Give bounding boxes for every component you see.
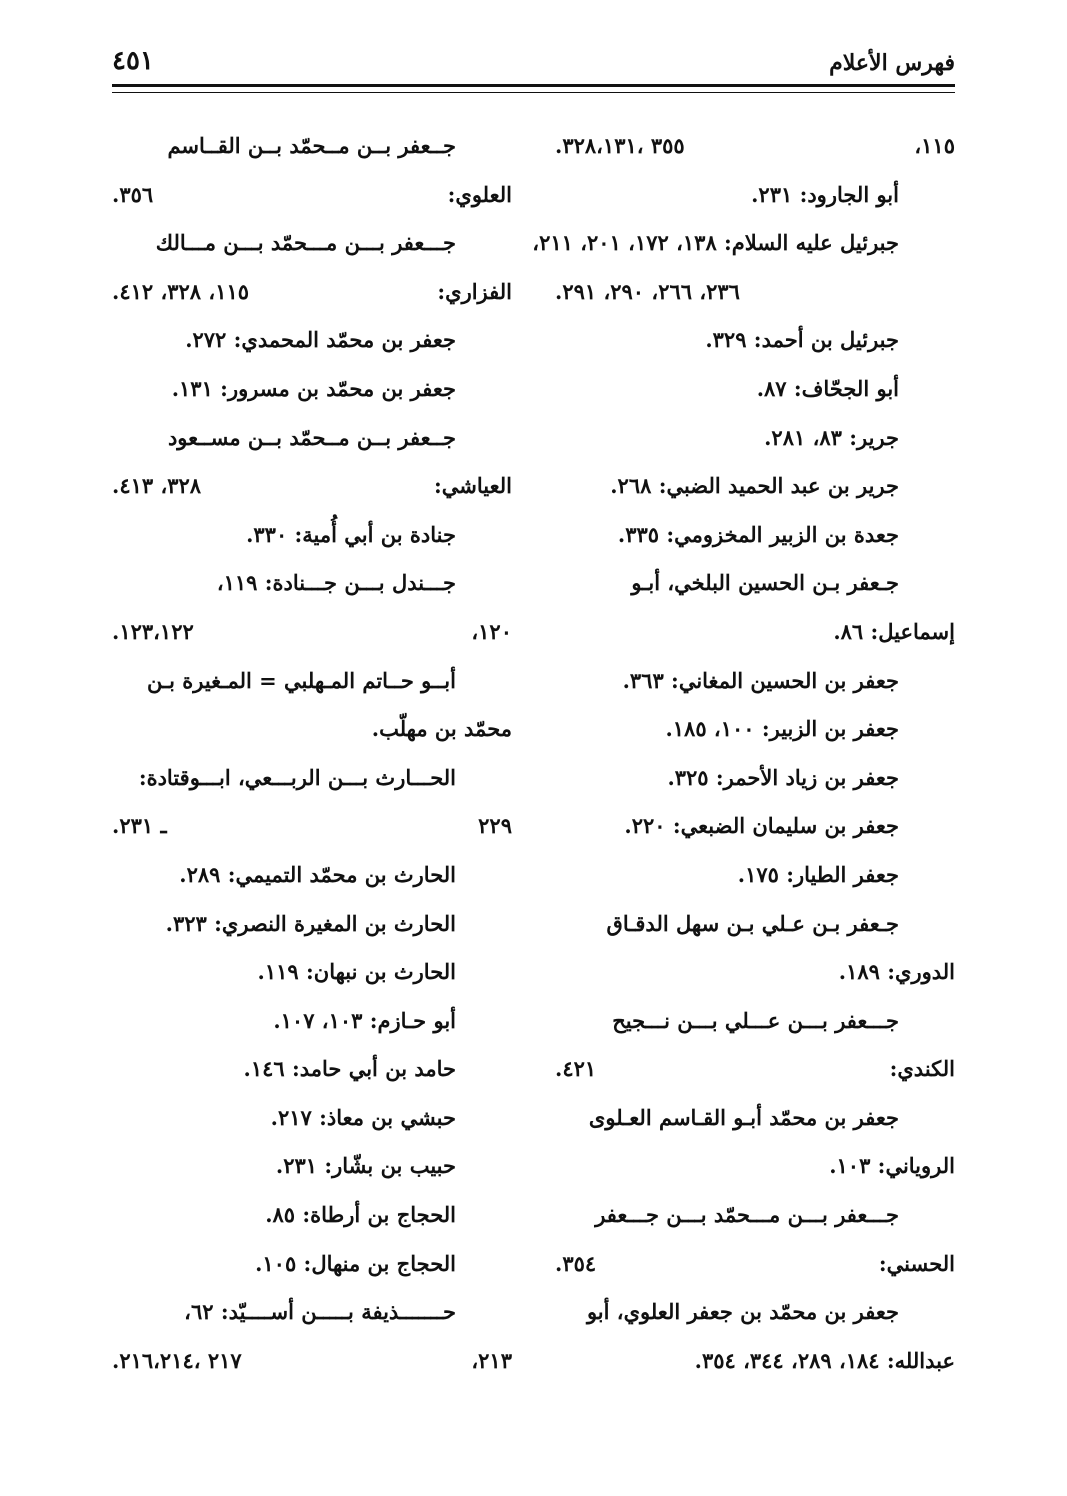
- index-entry: [555, 316, 955, 365]
- entry-text: جعفر بن الحسين المغاني: ٣٦٣.: [622, 667, 899, 693]
- index-entry: [555, 559, 955, 608]
- entry-text: حبشي بن معاذ: ٢١٧.: [270, 1104, 456, 1130]
- entry-text: إسماعيل: ٨٦.: [833, 618, 955, 644]
- entry-text: أبــو حــاتم المـهلبي = المـغيرة بـن: [146, 667, 456, 693]
- index-entry: [112, 122, 512, 171]
- entry-text: الحجاج بن منهال: ١٠٥.: [255, 1250, 456, 1276]
- index-entry: [112, 948, 512, 997]
- entry-text: ٢٢٩: [478, 813, 512, 839]
- index-entry: [555, 1240, 955, 1289]
- entry-pages: ٣٥٤.: [555, 1250, 597, 1276]
- index-entry: [112, 365, 512, 414]
- index-entry: [555, 997, 955, 1046]
- entry-text: جبرئيل بن أحمد: ٣٢٩.: [705, 327, 899, 353]
- entry-text: العياشي:: [434, 473, 512, 499]
- index-entry: [112, 997, 512, 1046]
- index-entry: [555, 948, 955, 997]
- entry-text: جرير بن عبد الحميد الضبي: ٢٦٨.: [610, 473, 899, 499]
- entry-text: جـــعفر بـــن عـــلي بـــن نـــجيح: [612, 1007, 899, 1033]
- index-entry: [112, 608, 512, 657]
- index-entry: [112, 754, 512, 803]
- index-entry: [112, 657, 512, 706]
- entry-text: جــعفر بــن مــحمّد بــن مســعود: [167, 424, 456, 450]
- entry-text: ١١٥،: [914, 133, 955, 158]
- index-entry: [112, 705, 512, 754]
- index-entry: [112, 1288, 512, 1337]
- entry-text: جبرئيل عليه السلام: ١٣٨، ١٧٢، ٢٠١، ٢١١،: [532, 230, 899, 256]
- index-entry: [555, 851, 955, 900]
- page-number: ٤٥١: [112, 46, 154, 76]
- header-rule-thin: [112, 92, 955, 93]
- index-entry: [112, 219, 512, 268]
- entry-text: عبدالله: ١٨٤، ٢٨٩، ٣٤٤، ٣٥٤.: [694, 1347, 955, 1373]
- index-entry: [112, 1240, 512, 1289]
- entry-text: جعفر الطيار: ١٧٥.: [737, 861, 899, 887]
- entry-text: الحارث بن نبهان: ١١٩.: [257, 959, 456, 985]
- index-entry: [112, 1142, 512, 1191]
- index-entry: [112, 414, 512, 463]
- index-entry: [112, 559, 512, 608]
- index-entry: [112, 1094, 512, 1143]
- index-entry: [112, 1191, 512, 1240]
- entry-pages: ٣٢٨، ٤١٣.: [112, 473, 202, 499]
- entry-text: جـعفر بـن الحسين البلخي، أبـو: [631, 570, 899, 596]
- entry-text: ٢١٣،: [471, 1347, 512, 1373]
- entry-pages: ٤٢١.: [555, 1056, 597, 1082]
- index-entry: [555, 705, 955, 754]
- index-entry: [112, 171, 512, 220]
- index-entry: [555, 1094, 955, 1143]
- entry-text: الحارث بن محمّد التميمي: ٢٨٩.: [179, 861, 456, 887]
- index-entry: [112, 802, 512, 851]
- entry-text: جعفر بن محمّد بن جعفر العلوي، أبو: [586, 1299, 899, 1325]
- index-entry: [555, 268, 955, 317]
- entry-text: الدوري: ١٨٩.: [838, 959, 955, 985]
- entry-text: الحسني:: [878, 1250, 955, 1276]
- index-entry: [555, 1337, 955, 1386]
- index-entry: [555, 122, 955, 171]
- index-entry: [555, 414, 955, 463]
- entry-text: جنادة بن أبي أُمية: ٣٣٠.: [246, 521, 456, 547]
- index-entry: [112, 851, 512, 900]
- entry-pages: ٣٥٦.: [112, 181, 154, 207]
- index-entry: [555, 462, 955, 511]
- index-entry: [112, 1045, 512, 1094]
- entry-text: الحجاج بن أرطاة: ٨٥.: [265, 1202, 456, 1228]
- entry-text: الكندي:: [889, 1056, 955, 1082]
- entry-text: جـــندل بـــن جـــنادة: ١١٩،: [216, 570, 456, 596]
- page-title: فهرس الأعلام: [829, 50, 955, 76]
- entry-text: أبو الجارود: ٢٣١.: [751, 181, 899, 207]
- entry-text: الحارث بن المغيرة النصري: ٣٢٣.: [165, 910, 456, 936]
- index-entry: [112, 900, 512, 949]
- index-entry: [532, 219, 955, 268]
- entry-text: جعفر بن زياد الأحمر: ٣٢٥.: [667, 764, 899, 790]
- index-entry: [555, 171, 955, 220]
- entry-text: جــعفر بــن مــحمّد بــن القــاسم: [167, 133, 456, 158]
- entry-text: جعفر بن الزبير: ١٠٠، ١٨٥.: [665, 716, 899, 742]
- index-entry: [555, 802, 955, 851]
- entry-text: جـــعفر بـــن مـــحمّد بـــن مـــالك: [155, 230, 456, 256]
- entry-pages: ٢٣٦، ٢٦٦، ٢٩٠، ٢٩١.: [555, 278, 740, 304]
- index-entry: [555, 657, 955, 706]
- index-entry: [555, 754, 955, 803]
- entry-text: جـــعفر بـــن مـــحمّد بـــن جـــعفر: [595, 1202, 899, 1228]
- entry-text: حبيب بن بشّار: ٢٣١.: [275, 1153, 456, 1179]
- entry-text: جـعفر بـن عـلي بـن سهل الدقـاق: [606, 910, 899, 936]
- entry-text: الفزاري:: [437, 278, 512, 304]
- entry-text: أبو الجحّاف: ٨٧.: [756, 375, 899, 401]
- entry-text: جعدة بن الزبير المخزومي: ٣٣٥.: [617, 521, 899, 547]
- entry-text: العلوي:: [447, 181, 512, 207]
- page-header: [112, 44, 955, 84]
- entry-text: أبو حـازم: ١٠٣، ١٠٧.: [273, 1007, 456, 1033]
- index-entry: [555, 1142, 955, 1191]
- index-entry: [112, 1337, 512, 1386]
- entry-text: جعفر بن سليمان الضبعي: ٢٢٠.: [624, 813, 899, 839]
- entry-text: جعفر بن محمّد بن مسرور: ١٣١.: [171, 375, 456, 401]
- index-entry: [555, 1045, 955, 1094]
- entry-text: الحـــارث بـــن الربـــعي، ابـــوقتادة:: [138, 764, 456, 790]
- index-entry: [555, 608, 955, 657]
- index-entry: [112, 511, 512, 560]
- entry-pages: ١١٥، ٣٢٨، ٤١٢.: [112, 278, 250, 304]
- entry-text: ١٢٠،: [471, 618, 512, 644]
- entry-text: حـــــــذيفة بـــــن أســــيّد: ٦٢،: [184, 1299, 456, 1325]
- index-column-right: [532, 122, 955, 1385]
- entry-pages: ٢١٧ ،٢١٦،٢١٤.: [112, 1347, 242, 1373]
- index-entry: [112, 462, 512, 511]
- index-column-left: [112, 122, 512, 1385]
- index-entry: [555, 900, 955, 949]
- index-entry: [555, 1288, 955, 1337]
- entry-text: محمّد بن مهلّب.: [371, 716, 512, 742]
- index-entry: [112, 316, 512, 365]
- index-entry: [555, 1191, 955, 1240]
- index-entry: [555, 511, 955, 560]
- entry-text: الروياني: ١٠٣.: [829, 1153, 955, 1179]
- entry-text: حامد بن أبي حامد: ١٤٦.: [243, 1056, 456, 1082]
- entry-pages: ٣٥٥ ،٣٢٨،١٣١.: [555, 133, 685, 158]
- entry-text: جعفر بن محمّد المحمدي: ٢٧٢.: [185, 327, 456, 353]
- entry-pages: ـ ٢٣١.: [112, 813, 167, 839]
- index-entry: [555, 365, 955, 414]
- index-entry: [112, 268, 512, 317]
- entry-text: جرير: ٨٣، ٢٨١.: [764, 424, 899, 450]
- entry-pages: ١٢٣،١٢٢.: [112, 618, 194, 644]
- entry-text: جعفر بن محمّد أبـو القـاسم العـلوى: [588, 1104, 899, 1130]
- header-rule-thick: [112, 84, 955, 87]
